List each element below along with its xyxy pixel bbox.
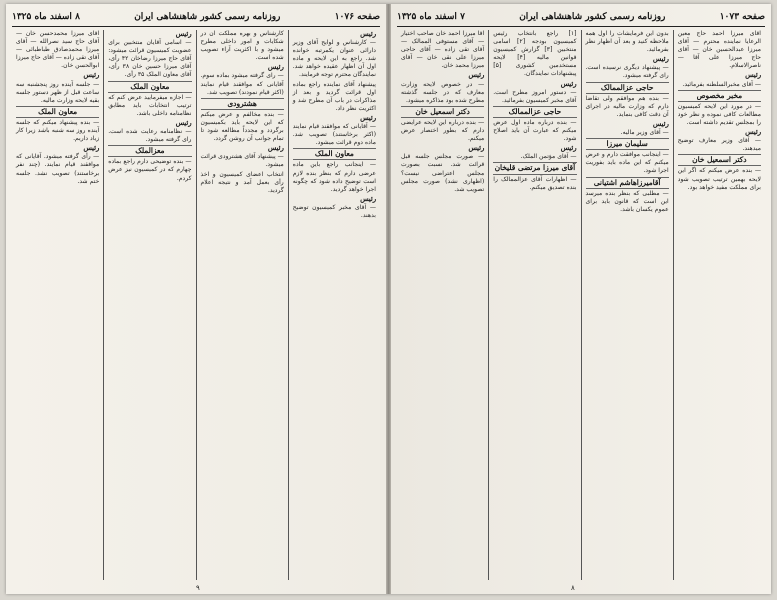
paragraph: — در مورد این لایحه کمیسیون مطالعات کافی نموده و نظر خود را بمجلس تقدیم داشته است. [677, 102, 761, 126]
speaker-heading: هشترودی [201, 98, 284, 110]
paragraph: — آقای مؤتمن الملک. [520, 153, 577, 161]
paragraph: — بنده درباره ماده اول عرض میکنم که عبارت آن باید اصلاح شود. [493, 118, 577, 143]
left-header-page: صفحه ۱۰۷۶ [334, 12, 380, 22]
paragraph: — بنده درباره این لایحه عرایضی دارم که بطور اختصار عرض میکنم. [401, 118, 485, 143]
speaker-heading: مخبر مخصوص [678, 90, 761, 102]
left-column-1 [289, 30, 380, 580]
paragraph: — اسامی آقایان منتخبین برای عضویت کمیسیون قرائت میشود: آقای حاج میرزا رضاخان ۴۲ رأی، آقای میرزا حسین خان ۳۸ رأی، آقای معاون الملک ۳۵ رأی. [108, 39, 192, 79]
paragraph: آقا میرزا احمد خان صاحب اختیار — آقای مستوفی الممالک — آقای تقی زاده — آقای حاجی میرزا علی نقی خان — آقای میرزا محمد خان. [401, 30, 485, 70]
right-page-footer-mark: ۸ [571, 584, 575, 592]
paragraph: — مطلبی که بنظر بنده میرسد این است که قانون باید برای عموم یکسان باشد. [585, 189, 669, 213]
left-header-title: روزنامه رسمی کشور شاهنشاهی ایران [134, 12, 281, 22]
paragraph: — اینجانب موافقت دارم و عرض میکنم که این ماده باید بفوریت اجرا شود. [585, 151, 669, 175]
right-page-columns [397, 30, 765, 580]
paragraph: — اظهارات آقای عزالممالک را بنده تصدیق میکنم. [493, 175, 577, 191]
speaker-heading: معاون الملک [16, 106, 99, 118]
left-column-3 [104, 30, 196, 580]
right-page-header [397, 8, 765, 27]
speaker-heading: دکتر اسمعیل خان [401, 106, 484, 118]
speaker-label: رئیس [267, 63, 284, 72]
speaker-heading: دکتر اسمعیل خان [678, 154, 761, 166]
speaker-heading: معاون الملک [108, 81, 191, 93]
paragraph: کارشناس و بهره مملکت آن در شکایات و امور داخلی مطرح میشود و با اکثریت آراء تصویب شده است. [200, 30, 284, 62]
speaker-label: رئیس [468, 144, 485, 153]
speaker-heading: آقامیرزاهاشم اشتیانی [586, 177, 669, 189]
speaker-label: رئیس [267, 144, 284, 153]
left-header-date: ۸ اسفند ماه ۱۳۲۵ [12, 12, 80, 22]
paragraph: — آقایانی که موافقند قیام نمایند (اکثر برخاستند) تصویب شد. ماده دوم قرائت میشود. [292, 123, 376, 147]
speaker-heading: حاجی عزالممالک [586, 82, 669, 94]
right-column-3 [489, 30, 581, 580]
paragraph: — آقای وزیر معارف توضیح میدهند. [677, 137, 761, 153]
paragraph: — بنده پیشنهاد میکنم که جلسه آینده روز سه شنبه باشد زیرا کار زیاد داریم. [16, 118, 100, 143]
paragraph: — بنده هم موافقم ولی تقاضا دارم که وزارت مالیه در اجرای آن دقت کافی بنماید. [585, 94, 669, 118]
paragraph: — پیشنهاد دیگری نرسیده است. رای گرفته میشود. [585, 64, 669, 80]
right-page [391, 4, 771, 594]
paragraph: پیشنهاد آقای نماینده راجع بماده اول قرائت گردید و بعد از مذاکرات در باب آن مطرح شد و اکثریت نظر داد. [292, 80, 376, 112]
speaker-label: رئیس [652, 55, 669, 64]
newspaper-spread [6, 4, 771, 594]
paragraph: — صورت مجلس جلسه قبل قرائت شد. نسبت بصورت مجلس اعتراضی نیست؟ (اظهاری نشد) صورت مجلس تصویب شد. [401, 153, 485, 193]
speaker-label: رئیس [83, 71, 100, 80]
speaker-label: رئیس [175, 118, 192, 127]
speaker-label: رئیس [175, 30, 192, 38]
paragraph: — نظامنامه رعایت شده است. رای گرفته میشود. [108, 128, 192, 144]
paragraph: — پیشنهاد آقای هشترودی قرائت میشود. [200, 153, 284, 169]
paragraph: — رای گرفته میشود بماده سوم. آقایانی که موافقند قیام نمایند (اکثر قیام نمودند) تصویب شد. [200, 72, 284, 96]
paragraph: — در خصوص لایحه وزارت معارف که در جلسه گذشته مطرح شده بود مذاکره میشود. [401, 80, 485, 104]
right-header-page: صفحه ۱۰۷۳ [719, 12, 765, 22]
speaker-label: رئیس [745, 71, 761, 80]
paragraph: — اجازه میفرمایید عرض کنم که ترتیب انتخابات باید مطابق نظامنامه داخلی باشد. [108, 93, 192, 117]
paragraph: آقای میرزا محمدحسن خان — آقای حاج سید نصرالله — آقای میرزا محمدصادق طباطبائی — آقای تقی زاده — آقای حاج میرزا ابوالحسن خان. [16, 30, 100, 70]
right-column-1 [674, 30, 765, 580]
left-page-header [12, 8, 380, 27]
right-column-2 [582, 30, 674, 580]
paragraph: — بنده مخالفم و عرض میکنم که این لایحه باید بکمیسیون برگردد و مجدداً مطالعه شود تا تمام جوانب آن روشن گردد. [200, 110, 284, 143]
speaker-heading: سلیمان میرزا [586, 138, 669, 150]
speaker-label: رئیس [360, 194, 376, 203]
paragraph: — آقای مخبرالسلطنه بفرمائید. [682, 80, 761, 88]
paragraph: — دستور امروز مطرح است. آقای مخبر کمیسیون بفرمائید. [493, 88, 577, 104]
speaker-label: رئیس [360, 113, 376, 122]
left-page [6, 4, 386, 594]
paragraph: — اینجانب راجع باین ماده عرضی دارم که بنظر بنده لازم است توضیح داده شود که چگونه اجرا خواهد گردید. [292, 161, 376, 193]
right-header-title: روزنامه رسمی کشور شاهنشاهی ایران [519, 12, 666, 22]
paragraph: — جلسه آینده روز پنجشنبه سه ساعت قبل از ظهر دستور جلسه بقیه لایحه وزارت مالیه. [16, 80, 100, 104]
right-column-4 [397, 30, 489, 580]
speaker-label: رئیس [560, 144, 577, 153]
speaker-label: رئیس [745, 128, 761, 137]
left-column-2 [197, 30, 289, 580]
paragraph: — آقای وزیر مالیه. [620, 129, 669, 137]
left-column-4 [12, 30, 104, 580]
paragraph: — بنده توضیحی دارم راجع بماده چهارم که در کمیسیون نیز عرض کردم. [108, 158, 192, 182]
paragraph: — کارشناس و لوایح آقای وزیر دارائی عنوان یکمرتبه خوانده شد. راجع به این لایحه و ماده اول آن اظهار عقیده خواهد شد. نمایندگان محترم توجه فرمایند. [292, 39, 376, 79]
speaker-heading: آقای میرزا مرتضی قلیخان [493, 162, 576, 174]
speaker-label: رئیس [83, 144, 100, 153]
paragraph: — رأی گرفته میشود. آقایانی که موافقند قیام نمایند. (چند نفر برخاستند) تصویب نشد. جلسه ختم شد. [16, 153, 100, 185]
paragraph: — بنده عرض میکنم که اگر این لایحه بهمین ترتیب تصویب شود برای مملکت مفید خواهد بود. [677, 167, 761, 191]
right-header-date: ۷ اسفند ماه ۱۳۲۵ [397, 12, 465, 22]
paragraph: آقای میرزا احمد حاج معین الرعایا نماینده محترم — آقای میرزا عبدالحسین خان — آقای حاج میرزا علی آقا — ناصرالاسلام. [677, 30, 761, 70]
speaker-heading: معزالملک [108, 145, 191, 157]
speaker-label: رئیس [360, 30, 376, 38]
speaker-heading: معاون الملک [293, 148, 376, 160]
paragraph: — آقای مخبر کمیسیون توضیح بدهند. [292, 203, 376, 219]
paragraph: انتخاب اعضای کمیسیون و اخذ رأی بعمل آمد و نتیجه اعلام گردید. [200, 170, 284, 194]
speaker-label: رئیس [560, 79, 577, 88]
left-page-footer-mark: ۹ [196, 584, 200, 592]
paragraph: [۱] راجع بانتخاب رئیس کمیسیون بودجه [۲] اسامی منتخبین [۳] گزارش کمیسیون قوانین مالیه [۴] لایحه مستخدمین کشوری [۵] پیشنهادات نمایندگان. [493, 30, 577, 78]
left-page-columns [12, 30, 380, 580]
speaker-label: رئیس [652, 119, 669, 128]
speaker-heading: حاجی عزالممالک [493, 106, 576, 118]
speaker-label: رئیس [468, 71, 485, 80]
paragraph: بدون این فرمایشات را اول همه ملاحظه کنید و بعد آن اظهار نظر بفرمائید. [585, 30, 669, 54]
